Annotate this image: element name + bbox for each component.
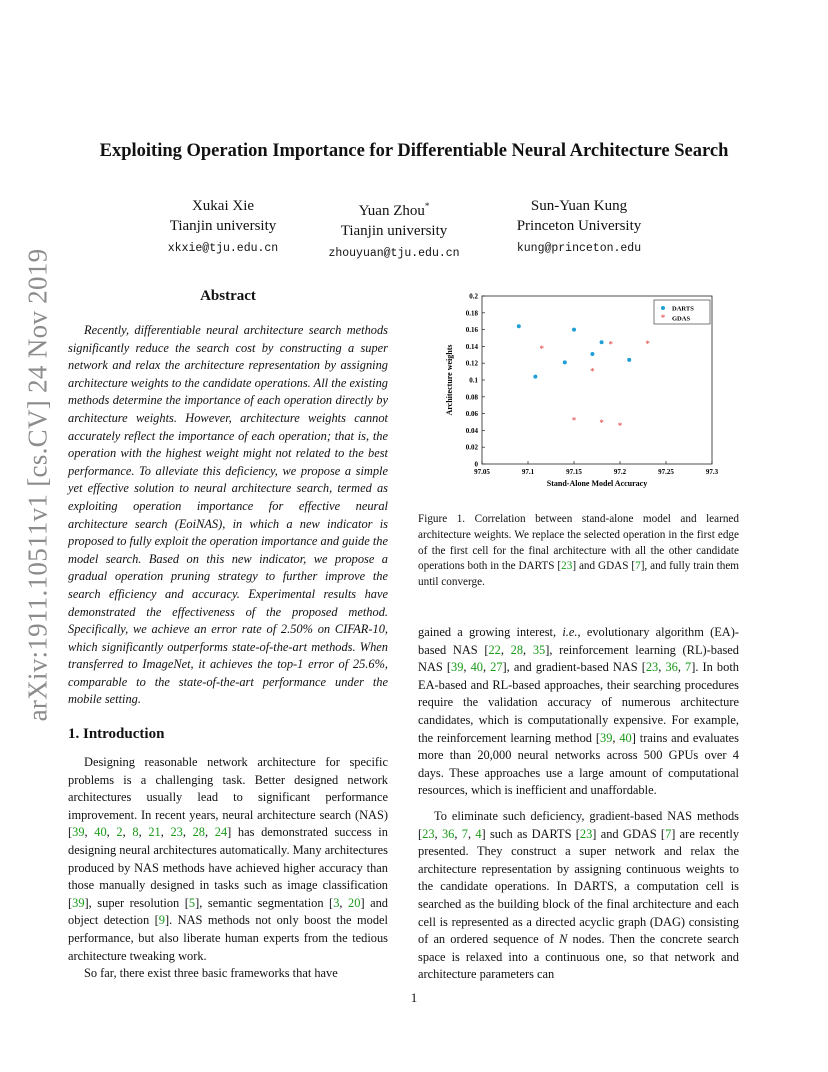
text-run: ], super resolution [ <box>84 895 189 910</box>
y-tick-label: 0.16 <box>465 326 478 335</box>
author-name: Xukai Xie <box>191 198 255 214</box>
x-tick-label: 97.2 <box>613 468 627 476</box>
text-run: , <box>677 660 686 675</box>
text-run: ] such as DARTS [ <box>481 826 580 841</box>
text-run: ] and GDAS [ <box>572 560 636 573</box>
citation-link[interactable]: 4 <box>475 826 482 841</box>
paper-title: Exploiting Operation Importance for Differentiable Neural Architecture Search <box>99 141 729 161</box>
legend-label-gdas: GDAS <box>672 315 691 323</box>
data-point-darts <box>627 358 631 362</box>
author-affiliation: Tianjin university <box>340 223 448 239</box>
data-point-darts <box>517 324 521 328</box>
y-tick-label: 0.08 <box>465 393 478 402</box>
intro-paragraph-1 <box>68 754 388 965</box>
citation-link[interactable]: 22 <box>488 642 501 657</box>
text-run: , <box>500 642 511 657</box>
intro-paragraph-3 <box>418 624 739 800</box>
text-run: , <box>106 825 117 840</box>
text-run: , <box>658 660 666 675</box>
text-run: N <box>559 932 568 947</box>
intro-paragraph-2: So far, there exist three basic frameworks that have <box>84 966 338 981</box>
text-run: gained a growing interest, <box>418 625 563 639</box>
data-point-darts <box>533 375 537 379</box>
author-email[interactable]: zhouyuan@tju.edu.cn <box>328 247 460 260</box>
citation-link[interactable]: 40 <box>94 825 107 840</box>
citation-link[interactable]: 20 <box>348 895 361 910</box>
citation-link[interactable]: 39 <box>600 730 613 745</box>
text-run: , <box>434 826 442 841</box>
corresponding-author-mark: * <box>424 201 430 211</box>
citation-link[interactable]: 2 <box>116 825 123 840</box>
author-block-1 <box>148 196 298 259</box>
y-tick-label: 0.2 <box>469 292 478 301</box>
text-run: ]. NAS methods not only boost the model performance, but also liberate human experts from the tedious architecture tweaking work. <box>68 913 388 963</box>
text-run: , evolutionary algorithm (EA)-based NAS [ <box>418 625 739 657</box>
citation-link[interactable]: 21 <box>148 825 161 840</box>
citation-link[interactable]: 40 <box>470 660 483 675</box>
y-tick-label: 0.1 <box>469 376 478 385</box>
text-run: ], reinforcement learning (RL)-based NAS [ <box>418 642 739 675</box>
citation-link[interactable]: 24 <box>214 825 228 840</box>
text-run: ] has demonstrated success in designing neural architectures automatically. Many architectures produced by NAS methods have achieved higher accuracy than those manually designed in tasks such as image classification [ <box>68 825 388 910</box>
figure-1-scatter-chart <box>438 288 728 500</box>
author-name: Yuan Zhou <box>358 203 425 219</box>
abstract-body <box>68 322 388 709</box>
text-run: ] are recently presented. They construct a super network and relax the architecture representation by assigning continuous weights to the candidate operations. In DARTS, a computation cell is searched as the building block of the final architecture and each cell is represented as a directed acyclic graph (DAG) consisting of an ordered sequence of <box>418 826 740 947</box>
citation-link[interactable]: 9 <box>158 913 165 928</box>
text-run: ], and fully train them until converge. <box>418 560 739 589</box>
citation-link[interactable]: 7 <box>685 660 692 675</box>
citation-link[interactable]: 8 <box>132 825 139 840</box>
text-run: , <box>463 660 471 675</box>
x-tick-label: 97.25 <box>658 468 674 476</box>
text-run: , <box>138 825 149 840</box>
data-point-gdas: * <box>590 366 595 377</box>
text-run: , <box>205 825 215 840</box>
section-heading-introduction: 1. Introduction <box>68 726 165 742</box>
citation-link[interactable]: 28 <box>192 825 205 840</box>
citation-link[interactable]: 39 <box>451 660 464 675</box>
citation-link[interactable]: 7 <box>461 826 468 841</box>
citation-link[interactable]: 3 <box>333 895 340 910</box>
text-run: , <box>523 642 533 657</box>
text-run: ] and object detection [ <box>68 895 388 928</box>
citation-link[interactable]: 5 <box>188 895 196 910</box>
author-affiliation: Princeton University <box>516 218 642 234</box>
data-point-darts <box>563 360 567 364</box>
x-tick-label: 97.1 <box>521 468 535 476</box>
y-tick-label: 0.14 <box>465 342 478 351</box>
data-point-darts <box>600 340 604 344</box>
citation-link[interactable]: 27 <box>490 660 503 675</box>
author-email[interactable]: kung@princeton.edu <box>516 242 642 255</box>
data-point-darts <box>590 352 594 356</box>
author-affiliation: Tianjin university <box>169 218 277 234</box>
text-run: ] trains and evaluates more than 20,000 neural networks across 500 GPUs over 4 days. These approaches use a large amount of computational resources, which is inefficient and unaffordable. <box>418 730 739 798</box>
citation-link[interactable]: 7 <box>635 560 641 573</box>
text-run: i.e. <box>562 625 578 639</box>
text-run: ], and gradient-based NAS [ <box>502 660 646 675</box>
citation-link[interactable]: 28 <box>510 642 524 657</box>
citation-link[interactable]: 39 <box>72 825 85 840</box>
data-point-gdas: * <box>617 421 623 432</box>
citation-link[interactable]: 7 <box>665 826 672 841</box>
citation-link[interactable]: 36 <box>441 826 455 841</box>
intro-right-column <box>418 624 739 984</box>
text-run: ] and GDAS [ <box>592 826 666 841</box>
abstract-heading: Abstract <box>200 288 256 304</box>
data-point-gdas: * <box>539 343 545 354</box>
text-run: , <box>84 825 95 840</box>
page-number: 1 <box>410 990 418 1005</box>
citation-link[interactable]: 36 <box>665 660 678 675</box>
citation-link[interactable]: 23 <box>561 560 573 573</box>
citation-link[interactable]: 23 <box>645 660 659 675</box>
text-run: , <box>454 826 462 841</box>
data-point-gdas: * <box>645 338 650 349</box>
y-tick-label: 0.02 <box>465 443 478 452</box>
citation-link[interactable]: 23 <box>170 825 183 840</box>
y-tick-label: 0.18 <box>465 309 478 318</box>
x-axis-label: Stand-Alone Model Accuracy <box>546 479 648 488</box>
y-tick-label: 0 <box>474 460 478 469</box>
y-tick-label: 0.06 <box>465 410 478 419</box>
text-run: , <box>339 895 349 910</box>
author-name: Sun-Yuan Kung <box>530 198 628 214</box>
intro-left-column <box>68 754 388 983</box>
legend-label-darts: DARTS <box>672 305 694 313</box>
citation-link[interactable]: 40 <box>619 730 632 745</box>
data-point-gdas: * <box>599 417 604 428</box>
figure-1-caption <box>418 512 739 591</box>
text-run: , <box>467 826 476 841</box>
citation-link[interactable]: 35 <box>532 642 546 657</box>
text-run: ], semantic segmentation [ <box>195 895 334 910</box>
text-run: nodes. Then the concrete search space is relaxed into a continuous one, so that network and architecture parameters can <box>418 932 739 982</box>
data-point-darts <box>572 328 576 332</box>
arxiv-identifier: arXiv:1911.10511v1 [cs.CV] 24 Nov 2019 <box>22 248 53 722</box>
abstract-text: Recently, differentiable neural architecture search methods significantly reduce the search cost by constructing a super network and relax the architecture representation by assigning architecture weights to the candidate operations. All the existing methods determine the importance of each operation directly by architecture weights. However, architecture weights cannot accurately reflect the importance of each operation; that is, the operation with the highest weight might not related to the best performance. To alleviate this deficiency, we propose a simple yet effective solution to neural architecture search, termed as exploiting operation importance for effective neural architecture search (EoiNAS), in which a new indicator is proposed to fully exploit the operation importance and guide the model search. Based on this new indicator, we propose a gradual operation pruning strategy to further improve the search efficiency and accuracy. Experimental results have demonstrated the effectiveness of the proposed method. Specifically, we achieve an error rate of 2.50% on CIFAR-10, which significantly outperforms state-of-the-art methods. When transferred to ImageNet, it achieves the top-1 error of 25.6%, comparable to the state-of-the-art performance under the mobile setting. <box>68 323 388 707</box>
y-tick-label: 0.12 <box>465 359 478 368</box>
text-run: Figure 1. Correlation between stand-alone model and learned architecture weights. We replace the selected operation in the first edge of the first cell for the final architecture with all the other candidate operations both in the DARTS [ <box>418 513 739 573</box>
text-run: , <box>160 825 171 840</box>
legend-marker-gdas: * <box>660 313 666 323</box>
intro-paragraph-4 <box>418 808 739 984</box>
arxiv-stamp <box>18 248 58 722</box>
citation-link[interactable]: 39 <box>72 895 85 910</box>
citation-link[interactable]: 23 <box>422 826 435 841</box>
text-run: , <box>612 730 620 745</box>
x-tick-label: 97.05 <box>474 468 490 476</box>
text-run: , <box>122 825 133 840</box>
x-tick-label: 97.3 <box>705 468 719 476</box>
text-run: ]. In both EA-based and RL-based approaches, their searching procedures require the validation accuracy of numerous architecture candidates, which is computationally expensive. For example, the reinforcement learning method [ <box>418 660 739 745</box>
author-block-3 <box>496 196 662 259</box>
data-point-gdas: * <box>608 339 614 350</box>
author-email[interactable]: xkxie@tju.edu.cn <box>167 242 279 255</box>
x-tick-label: 97.15 <box>566 468 582 476</box>
y-tick-label: 0.04 <box>465 426 478 435</box>
author-block-2 <box>319 196 469 264</box>
text-run: , <box>482 660 491 675</box>
citation-link[interactable]: 23 <box>579 826 593 841</box>
y-axis-label: Architecture weights <box>445 344 454 416</box>
data-point-gdas: * <box>571 415 577 426</box>
text-run: Designing reasonable network architecture for specific problems is a challenging task. Better designed network architectures usually lead to significant performance improvement. In recent years, neural architecture search (NAS) [ <box>68 755 388 840</box>
text-run: , <box>182 825 193 840</box>
text-run: To eliminate such deficiency, gradient-based NAS methods [ <box>418 808 739 841</box>
legend-marker-darts <box>661 306 665 310</box>
